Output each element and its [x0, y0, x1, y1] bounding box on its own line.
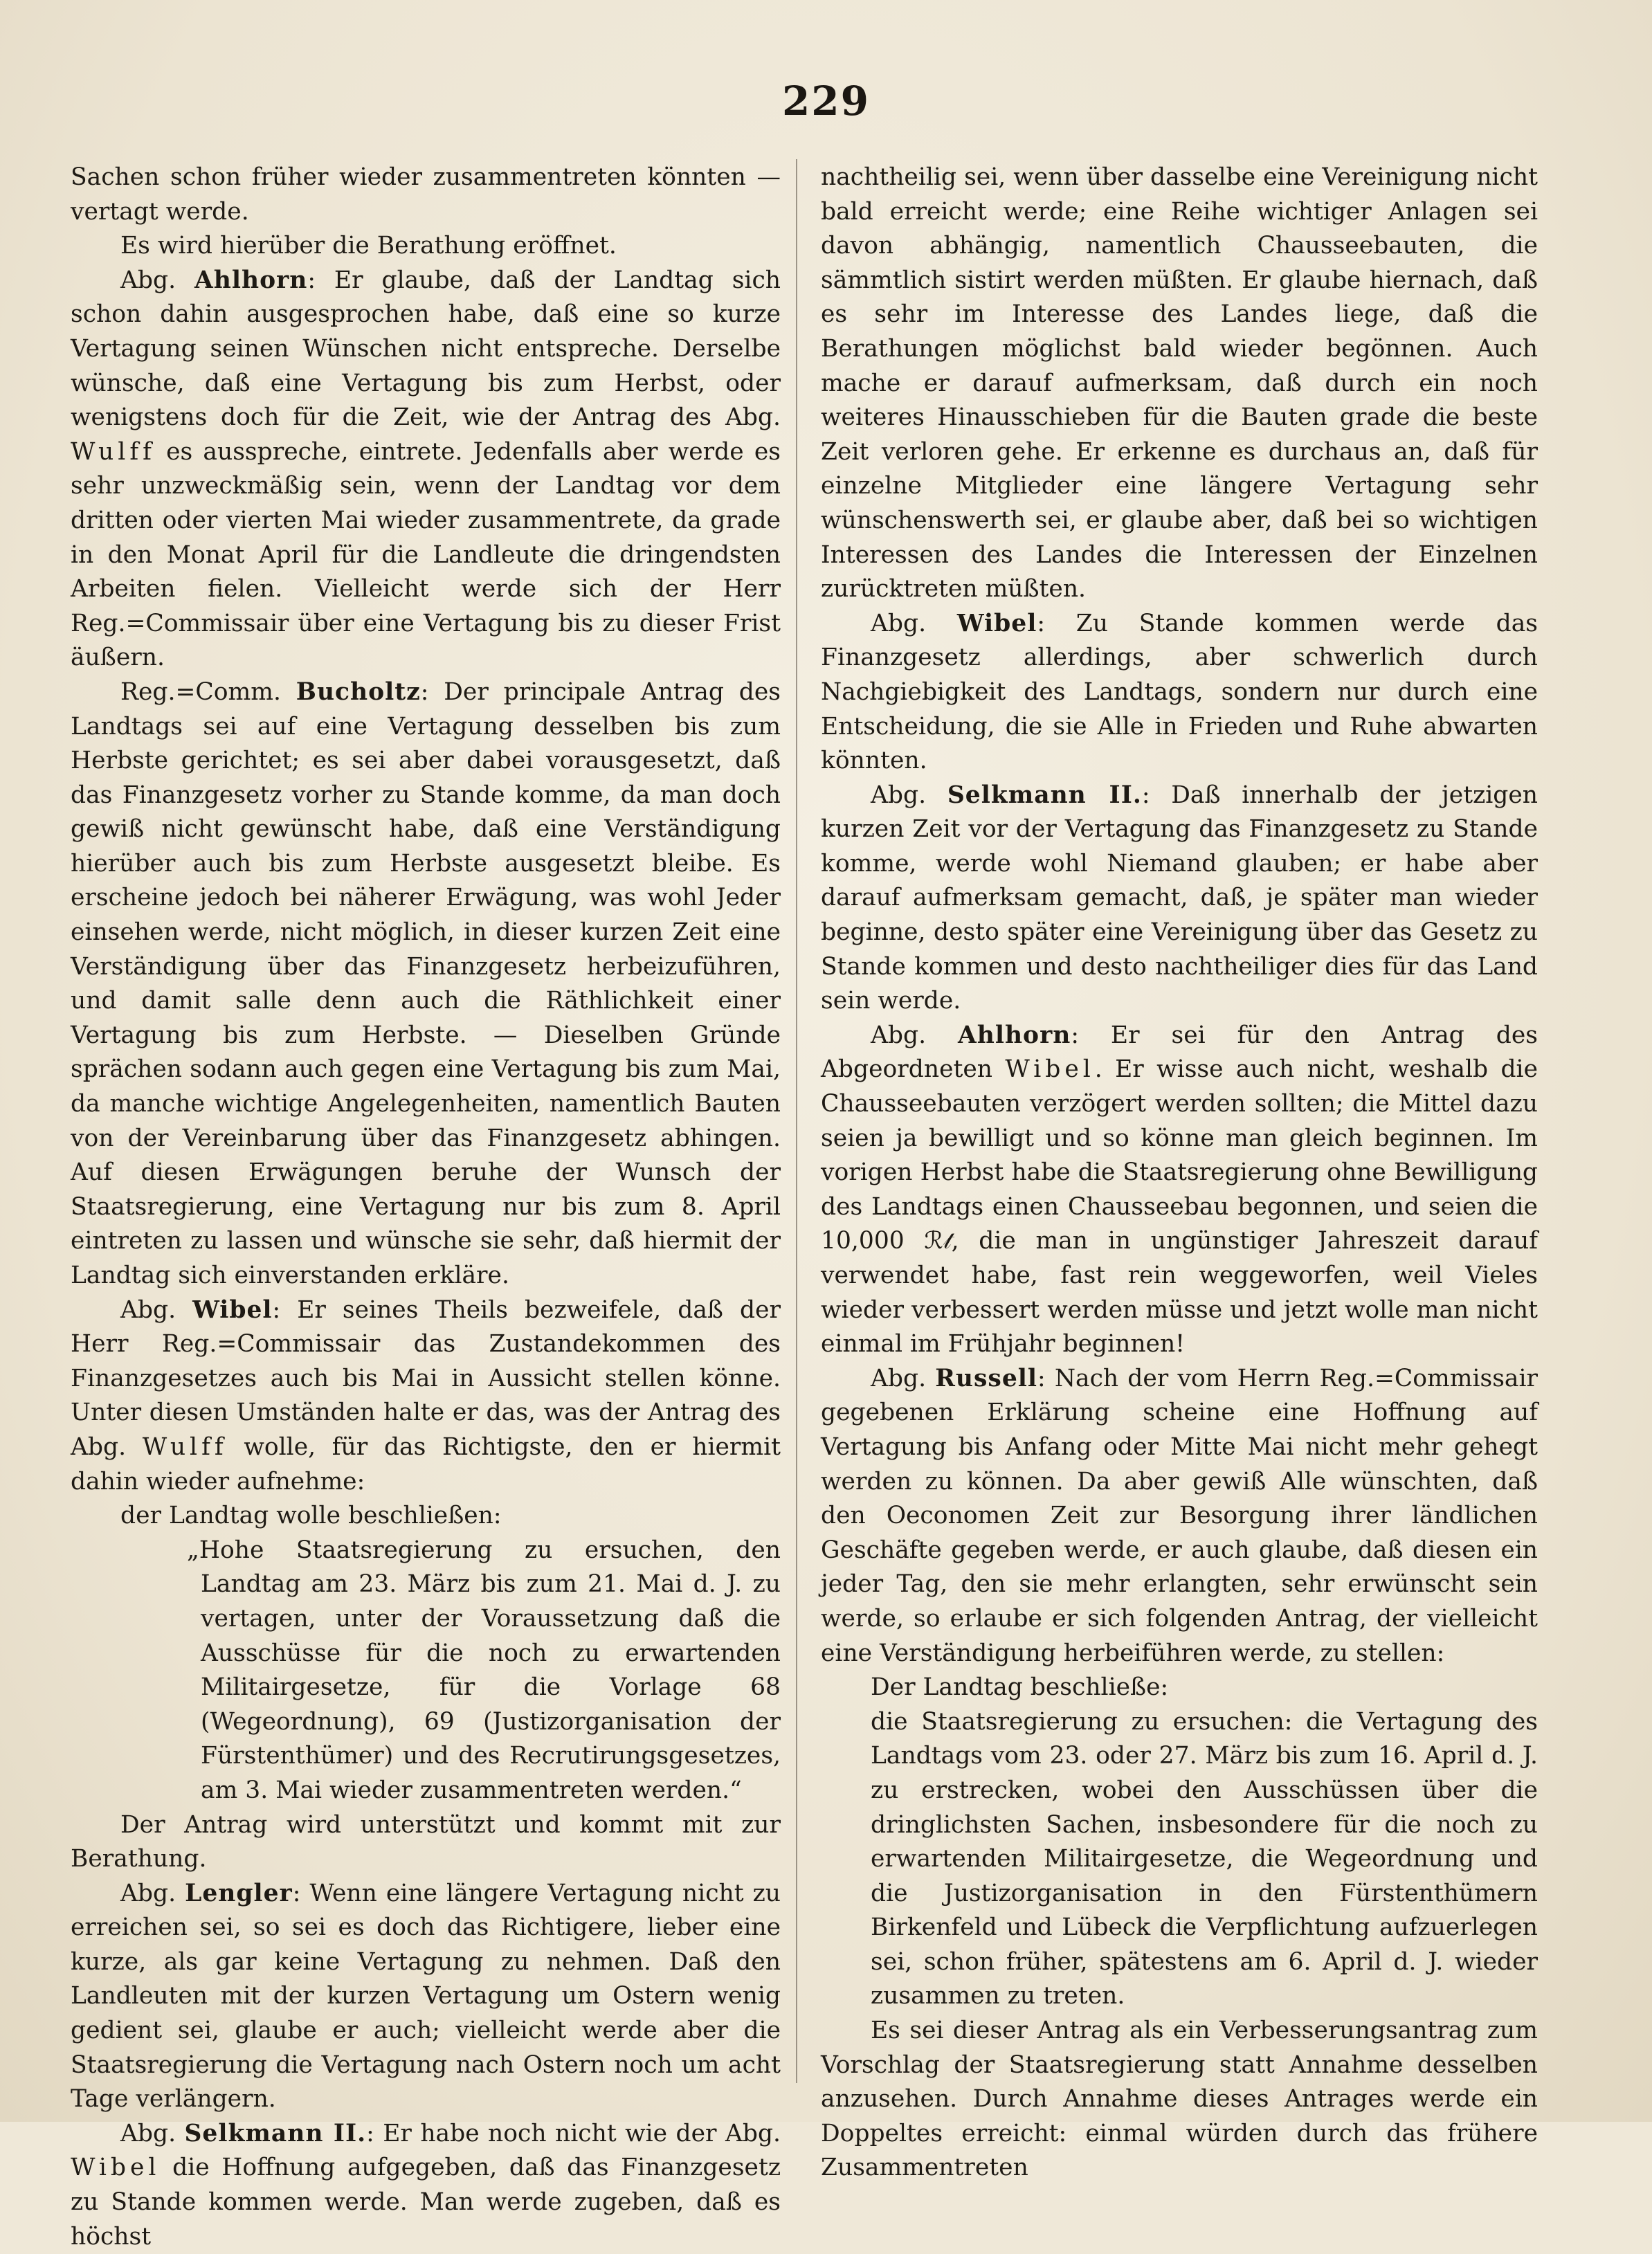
speaker-prefix: Abg. — [120, 1296, 176, 1324]
speaker-name: Selkmann II. — [947, 781, 1142, 809]
speech-paragraph — [71, 675, 781, 1293]
speech-text: die Hoffnung aufgegeben, daß das Finanzgesetz zu Stande kommen werde. Man werde zugeben, daß es höchst — [71, 2154, 781, 2251]
left-column — [71, 161, 781, 2254]
speaker-name: Ahlhorn — [958, 1021, 1071, 1049]
speech-text: : Wenn eine längere Vertagung nicht zu erreichen sei, so sei es doch das Richtigere, lieber eine kurze, als gar keine Vertagung zu nehmen. Daß den Landleuten mit der kurzen Vertagung um Ostern wenig gedient sei, glaube er auch; vielleicht werde aber die Staatsregierung die Vertagung nach Ostern noch um acht Tage verlängern. — [71, 1879, 781, 2114]
speech-paragraph — [821, 1019, 1538, 1362]
right-column — [821, 161, 1538, 2185]
speaker-name: Russell — [935, 1364, 1038, 1392]
speech-text: : Er sei für den Antrag des Abgeordneten — [821, 1021, 1538, 1084]
speech-text: : Nach der vom Herrn Reg.=Commissair gegebenen Erklärung scheine eine Hoffnung auf Vertagung bis Anfang oder Mitte Mai nicht mehr gehegt werden zu können. Da aber gewiß Alle wünschten, daß den Oeconomen Zeit zur Besorgung ihrer ländlichen Geschäfte gegeben werde, er auch glaube, daß diesen ein jeder Tag, den sie mehr erlangten, sehr erwünscht sein werde, so erlaube er sich folgenden Antrag, der vielleicht eine Verständigung herbeiführen werde, zu stellen: — [821, 1364, 1538, 1667]
speech-paragraph — [71, 1293, 781, 1500]
speech-text: : Daß innerhalb der jetzigen kurzen Zeit vor der Vertagung das Finanzgesetz zu Stande komme, werde wohl Niemand glauben; er habe aber darauf aufmerksam gemacht, daß, je später man wieder beginne, desto später eine Vereinigung über das Gesetz zu Stande kommen und desto nachtheiliger dies für das Land sein werde. — [821, 781, 1538, 1015]
speech-paragraph — [821, 779, 1538, 1019]
member-name: Wulff — [71, 437, 156, 466]
paragraph: nachtheilig sei, wenn über dasselbe eine Vereinigung nicht bald erreicht werde; eine Reihe wichtiger Anlagen sei davon abhängig, namentlich Chausseebauten, die sämmtlich sistirt werden müßten. Er glaube hiernach, daß es sehr im Interesse des Landes liege, daß die Berathungen möglichst bald wieder begönnen. Auch mache er darauf aufmerksam, daß durch ein noch weiteres Hinausschieben für die Bauten grade die beste Zeit verloren gehe. Er erkenne es durchaus an, daß für einzelne Mitglieder eine längere Vertagung sehr wünschenswerth sei, er glaube aber, daß bei so wichtigen Interessen des Landes die Interessen der Einzelnen zurücktreten müßten. — [821, 163, 1538, 603]
speech-text: . Er wisse auch nicht, weshalb die Chausseebauten verzögert werden sollten; die Mittel dazu seien ja bewilligt und so könne man gleich beginnen. Im vorigen Herbst habe die Staatsregierung ohne Bewilligung des Landtags einen Chausseebau begonnen, und seien die 10,000 ℛ𝓉, die man in ungünstiger Jahreszeit darauf verwendet habe, fast rein weggeworfen, weil Vieles wieder verbessert werden müsse und jetzt wolle man nicht einmal im Frühjahr beginnen! — [821, 1055, 1538, 1358]
speaker-prefix: Reg.=Comm. — [120, 678, 281, 706]
proposed-motion: die Staatsregierung zu ersuchen: die Vertagung des Landtags vom 23. oder 27. März bis zum 16. April d. J. zu erstrecken, wobei den Ausschüssen über die dringlichsten Sachen, insbesondere für die noch zu erwartenden Militairgesetze, die Wegeordnung und die Justizorganisation in den Fürstenthümern Birkenfeld und Lübeck die Verpflichtung aufzuerlegen sei, schon früher, spätestens am 6. April d. J. wieder zusammen zu treten. — [871, 1707, 1538, 2010]
speech-text: es ausspreche, eintrete. Jedenfalls aber werde es sehr unzweckmäßig sein, wenn der Landtag vor dem dritten oder vierten Mai wieder zusammentrete, da grade in den Monat April für die Landleute die dringendsten Arbeiten fielen. Vielleicht werde sich der Herr Reg.=Commissair über eine Vertagung bis zu dieser Frist äußern. — [71, 437, 781, 672]
column-divider — [796, 159, 797, 2083]
speech-text: : Er glaube, daß der Landtag sich schon dahin ausgesprochen habe, daß eine so kurze Vertagung seinen Wünschen nicht entspreche. Derselbe wünsche, daß eine Vertagung bis zum Herbst, oder wenigstens doch für die Zeit, wie der Antrag des Abg. — [71, 266, 781, 432]
speaker-prefix: Abg. — [871, 609, 927, 637]
speech-paragraph — [71, 2117, 781, 2254]
speaker-name: Selkmann II. — [184, 2119, 367, 2147]
speech-paragraph — [71, 1877, 781, 2117]
speaker-name: Wibel — [956, 609, 1037, 637]
speech-paragraph — [71, 264, 781, 675]
speaker-name: Wibel — [192, 1296, 273, 1324]
speaker-prefix: Abg. — [120, 266, 176, 294]
quoted-motion: „Hohe Staatsregierung zu ersuchen, den Landtag am 23. März bis zum 21. Mai d. J. zu vertagen, unter der Voraussetzung daß die Ausschüsse für die noch zu erwartenden Militairgesetze, für die Vorlage 68 (Wegeordnung), 69 (Justizorganisation der Fürstenthümer) und des Recrutirungsgesetzes, am 3. Mai wieder zusammentreten werden.“ — [187, 1536, 781, 1804]
speech-text: : Er habe noch nicht wie der Abg. — [366, 2119, 781, 2147]
page-number: 229 — [781, 78, 871, 125]
speech-paragraph — [821, 1362, 1538, 1671]
speech-text: : Er seines Theils bezweifele, daß der Herr Reg.=Commissair das Zustandekommen des Finanzgesetzes auch bis Mai in Aussicht stellen könne. Unter diesen Umständen halte er das, was der Antrag des Abg. — [71, 1296, 781, 1461]
paragraph: Es sei dieser Antrag als ein Verbesserungsantrag zum Vorschlag der Staatsregierung statt Annahme desselben anzusehen. Durch Annahme dieses Antrages werde ein Doppeltes erreicht: einmal würden durch das frühere Zusammentreten — [821, 2017, 1538, 2182]
speaker-prefix: Abg. — [871, 1364, 927, 1392]
speaker-name: Bucholtz — [296, 678, 421, 706]
speech-text: : Zu Stande kommen werde das Finanzgesetz allerdings, aber schwerlich durch Nachgiebigkeit des Landtags, sondern nur durch eine Entscheidung, die sie Alle in Frieden und Ruhe abwarten könnten. — [821, 609, 1538, 775]
paragraph: Der Antrag wird unterstützt und kommt mit zur Berathung. — [71, 1810, 781, 1873]
member-name: Wibel — [1005, 1055, 1095, 1084]
paragraph: Es wird hierüber die Berathung eröffnet. — [120, 232, 617, 260]
member-name: Wibel — [71, 2154, 161, 2182]
paragraph: der Landtag wolle beschließen: — [120, 1502, 502, 1530]
paragraph: Sachen schon früher wieder zusammentreten könnten — vertagt werde. — [71, 163, 781, 226]
motion-lead: Der Landtag beschließe: — [871, 1673, 1169, 1702]
speech-paragraph — [821, 607, 1538, 779]
speaker-prefix: Abg. — [120, 1879, 176, 1907]
member-name: Wulff — [142, 1433, 228, 1461]
speaker-prefix: Abg. — [871, 1021, 927, 1049]
speaker-prefix: Abg. — [871, 781, 927, 809]
speaker-prefix: Abg. — [120, 2119, 176, 2147]
speech-text: : Der principale Antrag des Landtags sei auf eine Vertagung desselben bis zum Herbste gerichtet; es sei aber dabei vorausgesetzt, daß das Finanzgesetz vorher zu Stande komme, da man doch gewiß nicht gewünscht habe, daß eine Verständigung hierüber auch bis zum Herbste ausgesetzt bleibe. Es erscheine jedoch bei näherer Erwägung, was wohl Jeder einsehen werde, nicht möglich, in dieser kurzen Zeit eine Verständigung über das Finanzgesetz herbeizuführen, und damit salle denn auch die Räthlichkeit einer Vertagung bis zum Herbste. — Dieselben Gründe sprächen sodann auch gegen eine Vertagung bis zum Mai, da manche wichtige Angelegenheiten, namentlich Bauten von der Vereinbarung über das Finanzgesetz abhingen. Auf diesen Erwägungen beruhe der Wunsch der Staatsregierung, eine Vertagung nur bis zum 8. April eintreten zu lassen und wünsche sie sehr, daß hiermit der Landtag sich einverstanden erkläre. — [71, 678, 781, 1289]
speaker-name: Lengler — [185, 1879, 293, 1907]
speech-text: wolle, für das Richtigste, den er hiermit dahin wieder aufnehme: — [71, 1433, 781, 1496]
speaker-name: Ahlhorn — [194, 266, 308, 294]
